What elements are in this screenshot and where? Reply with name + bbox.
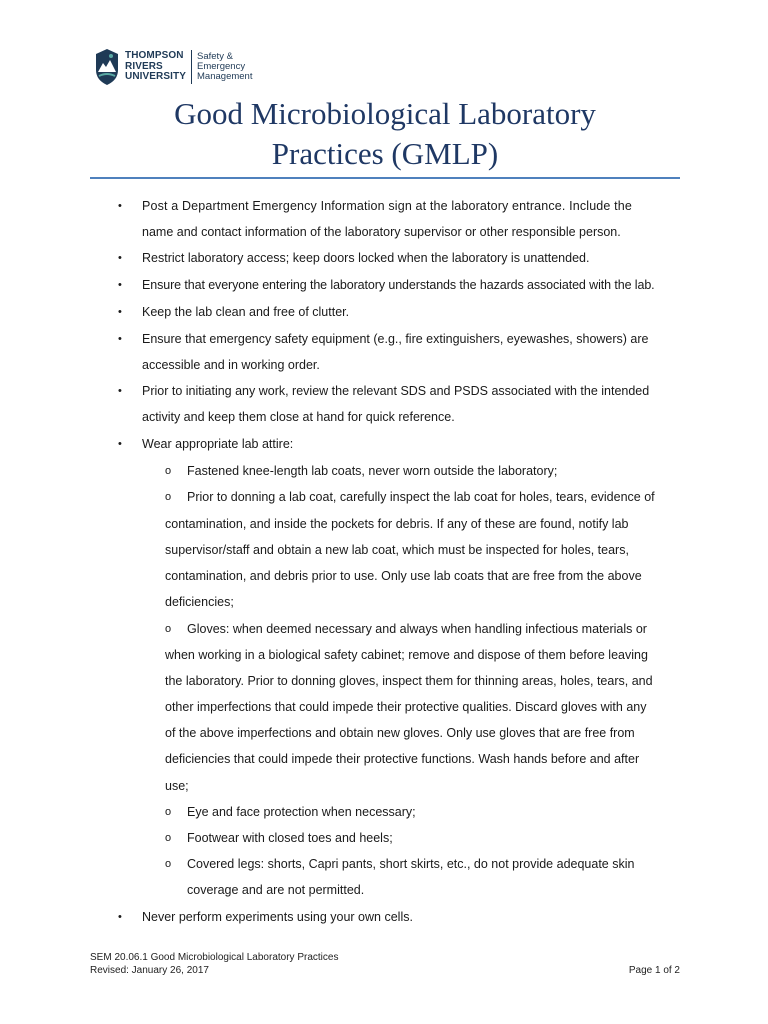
page-title [90, 94, 680, 174]
list-item-text: Ensure that everyone entering the laboratory understands the hazards associated with the lab. [142, 278, 655, 292]
tru-mountain-logo-icon [94, 48, 120, 86]
sub-bullet-marker: o [165, 832, 172, 844]
sub-bullet-marker: o [165, 806, 172, 818]
list-item-text: Prior to initiating any work, review the relevant SDS and PSDS associated with the intended [142, 384, 650, 398]
department-name [197, 52, 252, 82]
sub-item-text: other imperfections that could impede their protective qualities. Discard gloves with any [165, 700, 647, 714]
page-number: Page 1 of 2 [628, 965, 680, 976]
sub-item-text: Fastened knee-length lab coats, never worn outside the laboratory; [187, 464, 558, 478]
sub-item-text: the laboratory. Prior to donning gloves, inspect them for thinning areas, holes, tears, and [165, 674, 653, 688]
footer-revised-date: Revised: January 26, 2017 [90, 965, 209, 976]
bullet-marker: • [118, 385, 122, 397]
list-item-text: name and contact information of the laboratory supervisor or other responsible person. [142, 225, 621, 239]
dept-line-3: Management [197, 71, 253, 82]
list-item-text: Ensure that emergency safety equipment (e.g., fire extinguishers, eyewashes, showers) are [142, 332, 649, 346]
bullet-marker: • [118, 306, 122, 318]
bullet-marker: • [118, 911, 122, 923]
sub-item-text: Gloves: when deemed necessary and always when handling infectious materials or [187, 622, 647, 636]
sub-bullet-marker: o [165, 858, 172, 870]
tru-logo [94, 47, 252, 87]
list-item-text: Keep the lab clean and free of clutter. [142, 305, 350, 319]
sub-item-text: Covered legs: shorts, Capri pants, short skirts, etc., do not provide adequate skin [187, 857, 635, 871]
sub-bullet-marker: o [165, 623, 172, 635]
sub-item-text: coverage and are not permitted. [187, 883, 365, 897]
list-item-text: Never perform experiments using your own cells. [142, 910, 413, 924]
title-underline [90, 177, 680, 179]
sub-item-text: of the above imperfections and obtain new gloves. Only use gloves that are free from [165, 726, 635, 740]
logo-line-1: THOMPSON [125, 50, 184, 62]
logo-line-2: RIVERS [125, 60, 163, 72]
sub-item-text: when working in a biological safety cabinet; remove and dispose of them before leaving [165, 648, 648, 662]
sub-item-text: supervisor/staff and obtain a new lab coat, which must be inspected for holes, tears, [165, 543, 629, 557]
university-name [125, 51, 186, 83]
sub-item-text: contamination, and inside the pockets for debris. If any of these are found, notify lab [165, 517, 629, 531]
sub-item-text: deficiencies; [165, 595, 234, 609]
dept-line-2: Emergency [197, 61, 246, 72]
bullet-marker: • [118, 252, 122, 264]
title-line-1: Good Microbiological Laboratory [174, 96, 596, 131]
sub-item-text: Footwear with closed toes and heels; [187, 831, 393, 845]
footer-doc-info [90, 951, 338, 977]
list-item-text: activity and keep them close at hand for quick reference. [142, 410, 455, 424]
logo-line-3: UNIVERSITY [125, 71, 187, 83]
list-item-text: Wear appropriate lab attire: [142, 437, 294, 451]
sub-item-text: use; [165, 779, 189, 793]
sub-item-text: deficiencies that could impede their protective functions. Wash hands before and after [165, 752, 640, 766]
sub-item-text: Eye and face protection when necessary; [187, 805, 416, 819]
list-item-text: accessible and in working order. [142, 358, 320, 372]
sub-bullet-marker: o [165, 465, 172, 477]
title-line-2: Practices (GMLP) [271, 136, 499, 171]
sub-bullet-marker: o [165, 491, 172, 503]
bullet-marker: • [118, 333, 122, 345]
list-item-text: Post a Department Emergency Information sign at the laboratory entrance. Include the [142, 199, 632, 213]
sub-item-text: Prior to donning a lab coat, carefully inspect the lab coat for holes, tears, evidence of [187, 490, 655, 504]
logo-divider [191, 50, 192, 84]
list-item-text: Restrict laboratory access; keep doors locked when the laboratory is unattended. [142, 251, 590, 265]
sub-item-text: contamination, and debris prior to use. Only use lab coats that are free from the above [165, 569, 642, 583]
footer-doc-title: SEM 20.06.1 Good Microbiological Laboratory Practices [90, 952, 339, 963]
bullet-marker: • [118, 200, 122, 212]
dept-line-1: Safety & [197, 51, 233, 62]
bullet-marker: • [118, 279, 122, 291]
bullet-marker: • [118, 438, 122, 450]
